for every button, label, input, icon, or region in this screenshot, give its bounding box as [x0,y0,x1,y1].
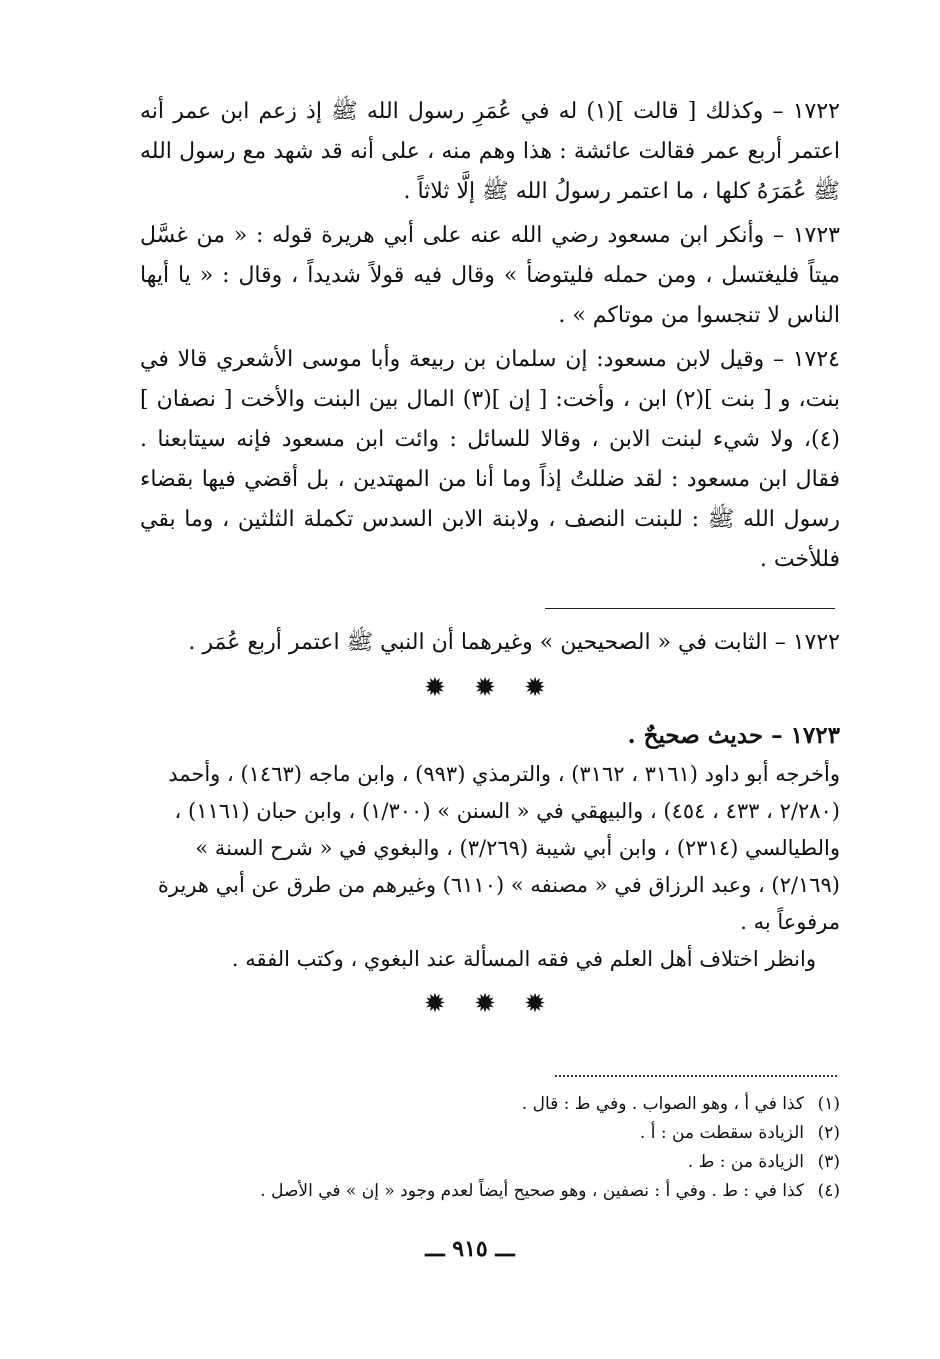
star-separator: ✹ ✹ ✹ [424,989,556,1019]
footnote-text: الزيادة سقطت من : أ . [639,1123,804,1143]
section-divider [545,608,835,609]
commentary [140,624,840,1030]
footnote-number: (٢) [817,1123,840,1143]
footnote-number: (١) [817,1094,840,1114]
footnote-text: كذا في : ط . وفي أ : نصفين ، وهو صحيح أيضاً لعدم وجود « إن » في الأصل . [260,1181,804,1201]
paragraph-1722: ١٧٢٢ – وكذلك [ قالت ](١) له في عُمَرِ رسول الله ﷺ إذ زعم ابن عمر أنه اعتمر أربع عمر فقالت عائشة : هذا وهم منه ، على أنه قد شهد مع رسول الله ﷺ عُمَرَهُ كلها ، ما اعتمر رسولُ الله ﷺ إلَّا ثلاثاً . [140,99,840,204]
footnote-number: (٤) [817,1181,840,1201]
note-1723-heading: ١٧٢٣ – حديث صحيحٌ . [627,722,840,749]
footnote-text: الزيادة من : ط . [687,1152,804,1172]
paragraph-1724: ١٧٢٤ – وقيل لابن مسعود: إن سلمان بن ربيعة وأبا موسى الأشعري قالا في بنت، و [ بنت ](٢) ابن ، وأخت: [ إن ](٣) المال بين البنت والأخت [ نصفان ](٤)، ولا شيء لبنت الابن ، وقالا للسائل : وائت ابن مسعود فإنه سيتابعنا . فقال ابن مسعود : لقد ضللتُ إذاً وما أنا من المهتدين ، بل أقضي فيها بقضاء رسول الله ﷺ : للبنت النصف ، ولابنة الابن السدس تكملة الثلثين ، وما بقي فللأخت . [140,347,840,572]
footnote [140,1090,840,1119]
note-1723-body: وأخرجه أبو داود (٣١٦١ ، ٣١٦٢) ، والترمذي (٩٩٣) ، وابن ماجه (١٤٦٣) ، وأحمد (٢/٢٨٠ ، ٤٣٣ ، ٤٥٤) ، والبيهقي في « السنن » (١/٣٠٠) ، وابن حبان (١١٦١) ، والطيالسي (٢٣١٤) ، وابن أبي شيبة (٣/٢٦٩) ، والبغوي في « شرح السنة » (٢/١٦٩) ، وعبد الرزاق في « مصنفه » (٦١١٠) وغيرهم من طرق عن أبي هريرة مرفوعاً به . [157,762,840,934]
paragraph-1723: ١٧٢٣ – وأنكر ابن مسعود رضي الله عنه على أبي هريرة قوله : « من غسَّل ميتاً فليغتسل ، ومن حمله فليتوضأ » وقال فيه قولاً شديداً ، وقال : « يا أيها الناس لا تنجسوا من موتاكم » . [140,223,840,328]
footnote-divider [555,1075,837,1077]
footnote [140,1148,840,1177]
page-number: ـــ ٩١٥ ـــ [425,1236,515,1262]
footnote [140,1119,840,1148]
main-text [140,92,840,580]
footnote-number: (٣) [817,1152,840,1172]
note-1722: ١٧٢٢ – الثابت في « الصحيحين » وغيرهما أن النبي ﷺ اعتمر أربع عُمَر . [188,630,840,655]
note-1723-extra: وانظر اختلاف أهل العلم في فقه المسألة عند البغوي ، وكتب الفقه . [231,947,816,971]
footnote-text: كذا في أ ، وهو الصواب . وفي ط : قال . [521,1094,804,1114]
footnote [140,1177,840,1206]
footnotes [140,1090,840,1206]
star-separator: ✹ ✹ ✹ [424,673,556,703]
